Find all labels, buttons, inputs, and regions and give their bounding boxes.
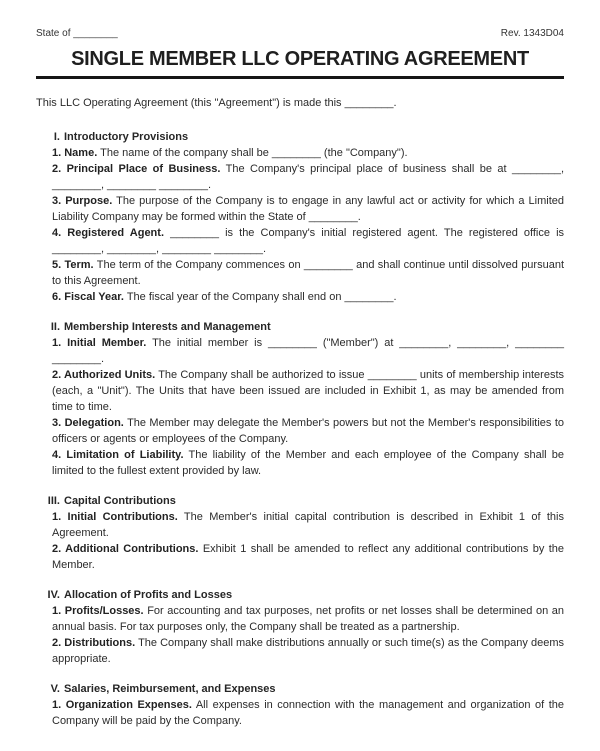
clause-term: [52, 257, 564, 289]
clause-text: The Company's principal place of business shall be at ________, ________, ________ ________.: [52, 163, 565, 191]
section-introductory-provisions: [36, 129, 564, 305]
section-heading: [36, 129, 564, 145]
clause-text: The purpose of the Company is to engage in any lawful act or activity for which a Limited Liability Company may be formed within the State of ________.: [52, 195, 565, 223]
clause-label: 1. Organization Expenses.: [52, 699, 192, 711]
section-numeral: II.: [50, 321, 60, 333]
section-heading: [36, 587, 564, 603]
clause-label: 4. Limitation of Liability.: [52, 449, 184, 461]
section-title: Membership Interests and Management: [64, 321, 271, 333]
clause-profits-losses: [52, 603, 564, 635]
clause-label: 3. Purpose.: [52, 195, 113, 207]
section-salaries-reimbursement-and-expenses: [36, 681, 564, 729]
clause-text: Exhibit 1 shall be amended to reflect any additional contributions by the Member.: [52, 543, 564, 571]
section-capital-contributions: [36, 493, 564, 573]
section-numeral: I.: [53, 131, 60, 143]
clause-initial-contributions: [52, 509, 564, 541]
section-title: Allocation of Profits and Losses: [64, 589, 233, 601]
section-title: Introductory Provisions: [64, 131, 189, 143]
clause-organization-expenses: [52, 697, 564, 729]
section-numeral: IV.: [47, 589, 60, 601]
clause-text: The initial member is ________ ("Member") at ________, ________, ________ ________.: [52, 337, 565, 365]
clause-delegation: [52, 415, 564, 447]
clause-initial-member: [52, 335, 564, 367]
state-of-blank: State of ________: [36, 28, 118, 39]
section-numeral: III.: [47, 495, 60, 507]
clause-label: 3. Delegation.: [52, 417, 124, 429]
clause-label: 2. Additional Contributions.: [52, 543, 199, 555]
section-title: Capital Contributions: [64, 495, 176, 507]
clause-label: 1. Initial Contributions.: [52, 511, 178, 523]
clause-text: All expenses in connection with the management and organization of the Company will be paid by the Company.: [52, 699, 565, 727]
clause-limitation-of-liability: [52, 447, 564, 479]
clause-label: 1. Initial Member.: [52, 337, 147, 349]
clause-text: The fiscal year of the Company shall end on ________.: [126, 291, 397, 303]
title-divider: [36, 76, 564, 79]
clause-principal-place-of-business: [52, 161, 564, 193]
clause-label: 2. Principal Place of Business.: [52, 163, 221, 175]
section-heading: [36, 493, 564, 509]
document-title: SINGLE MEMBER LLC OPERATING AGREEMENT: [71, 48, 529, 70]
clause-label: 2. Distributions.: [52, 637, 136, 649]
clause-label: 1. Profits/Losses.: [52, 605, 144, 617]
clause-distributions: [52, 635, 564, 667]
clause-label: 4. Registered Agent.: [52, 227, 164, 239]
clause-label: 2. Authorized Units.: [52, 369, 156, 381]
section-membership-interests-and-management: [36, 319, 564, 479]
section-allocation-of-profits-and-losses: [36, 587, 564, 667]
clause-authorized-units: [52, 367, 564, 415]
clause-registered-agent: [52, 225, 564, 257]
clause-purpose: [52, 193, 564, 225]
clause-label: 6. Fiscal Year.: [52, 291, 124, 303]
revision-label: Rev. 1343D04: [500, 28, 564, 39]
clause-additional-contributions: [52, 541, 564, 573]
section-heading: [36, 319, 564, 335]
section-heading: [36, 681, 564, 697]
clause-text: For accounting and tax purposes, net profits or net losses shall be determined on an annual basis. For tax purposes only, the Company shall be treated as a partnership.: [52, 605, 565, 633]
clause-label: 5. Term.: [52, 259, 94, 271]
clause-text: The liability of the Member and each employee of the Company shall be limited to the fullest extent provided by law.: [52, 449, 565, 477]
clause-name: [52, 145, 564, 161]
clause-text: The term of the Company commences on ________ and shall continue until dissolved pursuant to this Agreement.: [52, 259, 565, 287]
clause-fiscal-year: [52, 289, 564, 305]
clause-text: The Member may delegate the Member's powers but not the Member's responsibilities to officers or agents or employees of the Company.: [52, 417, 564, 445]
clause-text: ________ is the Company's initial registered agent. The registered office is ________, ________, ________ ________.: [52, 227, 565, 255]
section-numeral: V.: [50, 683, 60, 695]
document-header: [36, 28, 564, 40]
clause-text: The Company shall make distributions annually or such time(s) as the Company deems appropriate.: [52, 637, 565, 665]
intro-paragraph: This LLC Operating Agreement (this "Agreement") is made this ________.: [36, 97, 397, 109]
clause-text: The Member's initial capital contribution is described in Exhibit 1 of this Agreement.: [52, 511, 564, 539]
clause-label: 1. Name.: [52, 147, 98, 159]
section-title: Salaries, Reimbursement, and Expenses: [64, 683, 276, 695]
clause-text: The Company shall be authorized to issue ________ units of membership interests (each, a "Unit"). The Units that have been issued are included in Exhibit 1, as may be amended from time to time.: [52, 369, 564, 413]
clause-text: The name of the company shall be ________ (the "Company").: [100, 147, 408, 159]
